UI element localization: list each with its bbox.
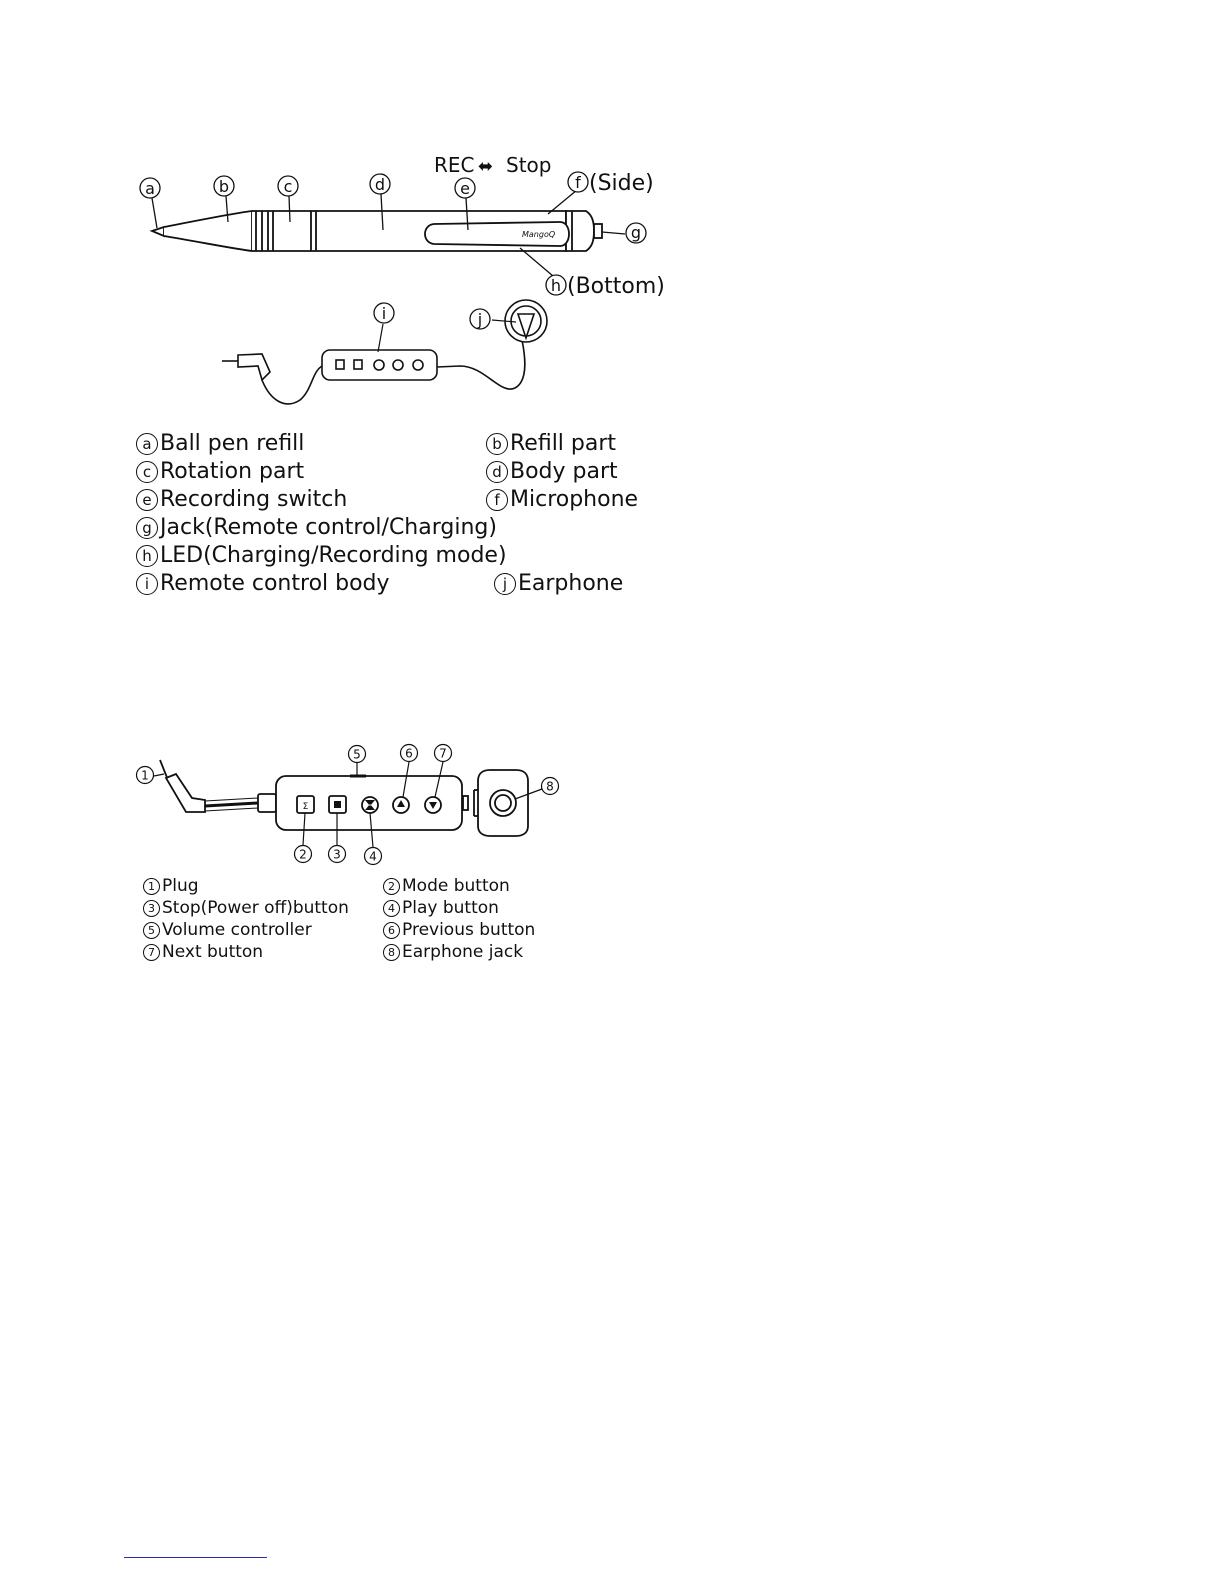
callout-7-number: 7: [439, 746, 447, 761]
legend-item-e: [136, 486, 347, 514]
remote-side-notch: [463, 796, 468, 810]
legend-text-5: Volume controller: [162, 920, 312, 940]
legend-marker-3: 3: [143, 900, 160, 917]
legend-marker-5: 5: [143, 922, 160, 939]
legend-marker-a: a: [136, 433, 158, 455]
callout-8: [542, 778, 559, 795]
callout-5-number: 5: [353, 747, 361, 762]
legend-text-i: Remote control body: [160, 571, 390, 596]
callout-6-number: 6: [405, 746, 413, 761]
callout-j-letter: j: [477, 310, 483, 329]
legend-item-1: [143, 875, 199, 897]
callout-h-note: (Bottom): [567, 274, 665, 299]
callout-4: [365, 848, 382, 865]
legend-item-f: [486, 486, 638, 514]
callout-c-letter: c: [283, 177, 293, 196]
callout-6: [401, 745, 418, 762]
legend-text-h: LED(Charging/Recording mode): [160, 543, 507, 568]
callout-2-number: 2: [299, 847, 307, 862]
rec-stop-arrow-icon: ⬌: [478, 156, 494, 177]
callout-b-letter: b: [218, 177, 230, 196]
pen-brand-label: MangoQ: [522, 230, 556, 239]
legend-marker-4: 4: [383, 900, 400, 917]
callout-f-letter: f: [575, 173, 581, 192]
callout-d-letter: d: [374, 175, 386, 194]
callout-i-letter: i: [381, 304, 387, 323]
pen-tip: [152, 227, 164, 236]
callout-3-number: 3: [333, 847, 341, 862]
legend-marker-i: i: [136, 573, 158, 595]
legend-text-f: Microphone: [510, 487, 639, 512]
legend-item-8: [383, 941, 523, 963]
legend-item-c: [136, 458, 304, 486]
legend-item-4: [383, 897, 499, 919]
callout-h: [546, 274, 665, 299]
legend-text-c: Rotation part: [160, 459, 305, 484]
legend-item-7: [143, 941, 263, 963]
legend-item-g: [136, 514, 497, 542]
legend-marker-j: j: [494, 573, 516, 595]
callout-a: [140, 178, 160, 198]
legend-item-h: [136, 542, 507, 570]
footnote-rule: [124, 1557, 267, 1558]
callout-2: [295, 846, 312, 863]
legend-marker-e: e: [136, 489, 158, 511]
legend-item-5: [143, 919, 312, 941]
callout-h-letter: h: [550, 276, 562, 295]
legend-marker-7: 7: [143, 944, 160, 961]
stop-label: Stop: [506, 153, 552, 177]
plug-cable: [262, 366, 322, 404]
pen-refill-part: [164, 211, 252, 251]
callout-1-number: 1: [141, 768, 149, 783]
callout-j: [470, 309, 490, 329]
callout-1: [137, 767, 154, 784]
earphone-cable: [437, 340, 525, 389]
legend-item-3: [143, 897, 349, 919]
legend-marker-2: 2: [383, 878, 400, 895]
callout-b: [214, 176, 234, 196]
legend-text-4: Play button: [402, 898, 499, 918]
legend-item-d: [486, 458, 618, 486]
callout-8-number: 8: [546, 779, 554, 794]
earphone-jack-ring: [490, 790, 516, 816]
pen-jack: [594, 224, 602, 238]
callout-f-note: (Side): [589, 171, 654, 196]
remote-cable: [205, 803, 258, 806]
legend-text-g: Jack(Remote control/Charging): [160, 515, 497, 540]
rec-label: REC: [434, 153, 475, 177]
legend-marker-g: g: [136, 517, 158, 539]
legend-text-a: Ball pen refill: [160, 431, 305, 456]
callout-d: [370, 174, 390, 194]
pen-cap: [566, 211, 594, 251]
legend-item-a: [136, 430, 304, 458]
legend-item-b: [486, 430, 616, 458]
legend-text-e: Recording switch: [160, 487, 348, 512]
legend-text-6: Previous button: [402, 920, 536, 940]
legend-item-i: [136, 570, 390, 598]
callout-3: [329, 846, 346, 863]
legend-text-7: Next button: [162, 942, 264, 962]
stop-square-icon: [334, 801, 341, 808]
legend-text-2: Mode button: [402, 876, 510, 896]
legend-marker-c: c: [136, 461, 158, 483]
callout-a-letter: a: [145, 179, 155, 198]
play-button: [362, 797, 378, 813]
callout-f: [568, 171, 654, 196]
legend-marker-f: f: [486, 489, 508, 511]
legend-text-3: Stop(Power off)button: [162, 898, 349, 918]
callout-g-letter: g: [630, 223, 642, 242]
legend-text-8: Earphone jack: [402, 942, 524, 962]
remote-strain-relief: [258, 794, 276, 812]
remote-plug-body: [166, 774, 205, 812]
legend-item-6: [383, 919, 535, 941]
legend-marker-8: 8: [383, 944, 400, 961]
mini-remote-body: [322, 350, 437, 380]
callout-7: [435, 745, 452, 762]
callout-c: [278, 176, 298, 196]
legend-text-b: Refill part: [510, 431, 617, 456]
callout-g: [626, 223, 646, 243]
remote-control-illustration: [154, 760, 542, 847]
legend-text-d: Body part: [510, 459, 618, 484]
legend-marker-1: 1: [143, 878, 160, 895]
callout-4-number: 4: [369, 849, 377, 864]
callout-e: [455, 178, 475, 198]
legend-marker-b: b: [486, 433, 508, 455]
legend-marker-d: d: [486, 461, 508, 483]
legend-item-j: [494, 570, 623, 598]
legend-marker-h: h: [136, 545, 158, 567]
plug-body: [238, 354, 270, 380]
mode-button-icon: Σ: [302, 802, 309, 812]
legend-text-j: Earphone: [518, 571, 624, 596]
callout-i: [374, 303, 394, 323]
legend-text-1: Plug: [162, 876, 199, 896]
legend-marker-6: 6: [383, 922, 400, 939]
legend-item-2: [383, 875, 510, 897]
callout-5: [349, 746, 366, 763]
callout-e-letter: e: [460, 179, 470, 198]
